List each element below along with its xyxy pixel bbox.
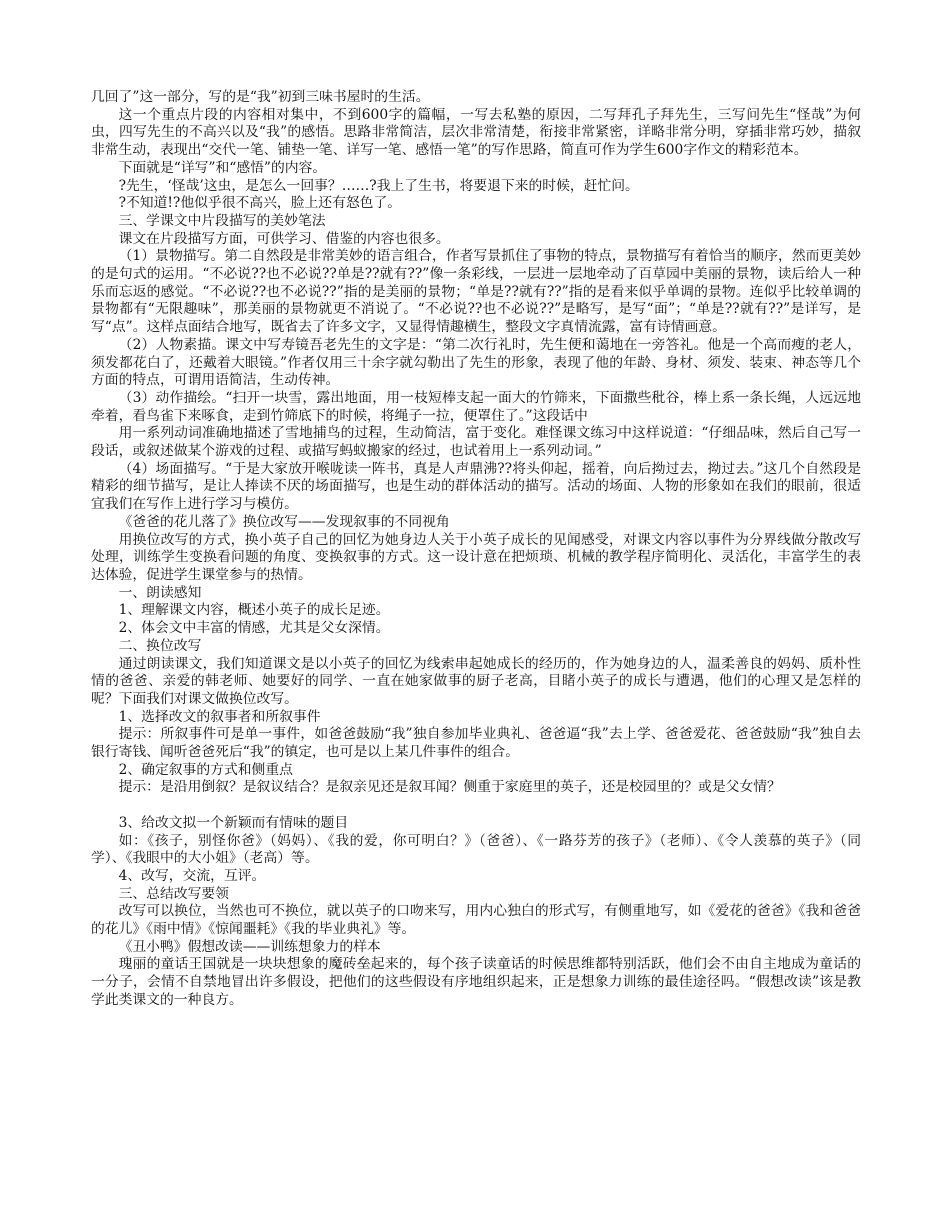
section-heading: 三、总结改写要领 [118, 885, 229, 902]
paragraph: 用换位改写的方式，换小英子自己的回忆为她身边人关于小英子成长的见闻感受，对课文内容以事件为分界线做分散改写处理，训练学生变换看问题的角度、变换叙事的方式。这一设计意在把烦琐、机械的教学程序简明化、灵活化，丰富学生的表达体验，促进学生课堂参与的热情。 [91, 531, 861, 583]
section-heading: 二、换位改写 [118, 637, 202, 654]
paragraph: 改写可以换位，当然也可不换位，就以英子的口吻来写，用内心独白的形式写，有侧重地写，如《爱花的爸爸》《我和爸爸的花儿》《雨中情》《惊闻噩耗》《我的毕业典礼》等。 [91, 903, 861, 938]
section-heading: 三、学课文中片段描写的美妙笔法 [118, 212, 326, 229]
paragraph: 提示：是沿用倒叙？是叙议结合？是叙亲见还是叙耳闻？侧重于家庭里的英子，还是校园里的？或是父女情？ [118, 779, 781, 796]
paragraph: 几回了”这一部分，写的是“我”初到三味书屋时的生活。 [91, 89, 430, 105]
paragraph: 课文在片段描写方面，可供学习、借鉴的内容也很多。 [118, 230, 450, 247]
paragraph: ?不知道!?他似乎很不高兴，脸上还有怒色了。 [118, 195, 402, 212]
paragraph: ?先生，‘怪哉’这虫，是怎么一回事？……?我上了生书，将要退下来的时候，赶忙问。 [118, 177, 639, 194]
list-item: 3、给改文拟一个新颖而有情味的题目 [118, 814, 349, 831]
document-body [91, 89, 861, 1010]
paragraph: （3）动作描绘。“扫开一块雪，露出地面，用一枝短棒支起一面大的竹筛来，下面撒些秕谷，棒上系一条长绳，人远远地牵着，看鸟雀下来啄食，走到竹筛底下的时候，将绳子一拉，便罩住了。”这段话中 [91, 389, 861, 424]
list-item: 2、确定叙事的方式和侧重点 [118, 761, 293, 778]
paragraph: （2）人物素描。课文中写寿镜吾老先生的文字是：“第二次行礼时，先生便和蔼地在一旁答礼。他是一个高而瘦的老人，须发都花白了，还戴着大眼镜。”作者仅用三十余字就勾勒出了先生的形象，表现了他的年龄、身材、须发、装束、神态等几个方面的特点，可谓用语简洁，生动传神。 [91, 336, 861, 389]
section-heading: 一、朗读感知 [118, 584, 202, 601]
list-item: 1、选择改文的叙事者和所叙事件 [118, 708, 321, 725]
paragraph: 通过朗读课文，我们知道课文是以小英子的回忆为线索串起她成长的经历的，作为她身边的人，温柔善良的妈妈、质朴性情的爸爸、亲爱的韩老师、她要好的同学、一直在她家做事的厨子老高，目睹小英子的成长与遭遇，他们的心理又是怎样的呢？下面我们对课文做换位改写。 [91, 655, 861, 707]
section-title: 《爸爸的花儿落了》换位改写——发现叙事的不同视角 [118, 513, 450, 530]
paragraph: 下面就是“详写”和“感悟”的内容。 [118, 159, 327, 176]
section-title: 《丑小鸭》假想改读——训练想象力的样本 [118, 938, 381, 955]
paragraph: 这一个重点片段的内容相对集中，不到600字的篇幅，一写去私塾的原因，二写拜孔子拜先生，三写问先生“怪哉”为何虫，四写先生的不高兴以及“我”的感悟。思路非常简洁，层次非常清楚，衔接非常紧密，详略非常分明，穿插非常巧妙，描叙非常生动，表现出“交代一笔、铺垫一笔、详写一笔、感悟一笔”的写作思路，简直可作为学生600字作文的精彩范本。 [91, 106, 861, 159]
paragraph: 用一系列动词准确地描述了雪地捕鸟的过程，生动简洁，富于变化。难怪课文练习中这样说道：“仔细品味，然后自己写一段话，或叙述做某个游戏的过程、或描写蚂蚁搬家的经过，也试着用上一系列动词。” [91, 425, 861, 460]
list-item: 4、改写，交流，互评。 [118, 867, 266, 884]
list-item: 1、理解课文内容，概述小英子的成长足迹。 [118, 602, 390, 619]
paragraph: 如：《孩子，别怪你爸》（妈妈）、《我的爱，你可明白？》（爸爸）、《一路芬芳的孩子》（老师）、《令人羡慕的英子》（同学）、《我眼中的大小姐》（老高）等。 [91, 832, 861, 867]
paragraph: （1）景物描写。第二自然段是非常美妙的语言组合，作者写景抓住了事物的特点，景物描写有着恰当的顺序，然而更美妙的是句式的运用。“不必说??也不必说??单是??就有??”像一条彩线，一层进一层地牵动了百草园中美丽的景物，读后给人一种乐而忘返的感觉。“不必说??也不必说??”指的是美丽的景物；“单是??就有??”指的是看来似乎单调的景物。连似乎比较单调的景物都有“无限趣味”，那美丽的景物就更不消说了。“不必说??也不必说??”是略写，是写“面”；“单是??就有??”是详写，是写“点”。这样点面结合地写，既省去了许多文字，又显得情趣横生，整段文字真情流露，富有诗情画意。 [91, 248, 861, 336]
paragraph: 提示：所叙事件可是单一事件，如爸爸鼓励“我”独自参加毕业典礼、爸爸逼“我”去上学、爸爸爱花、爸爸鼓励“我”独自去银行寄钱、闻听爸爸死后“我”的镇定，也可是以上某几件事件的组合。 [91, 726, 861, 761]
paragraph: 瑰丽的童话王国就是一块块想象的魔砖垒起来的，每个孩子读童话的时候思维都特别活跃，他们会不由自主地成为童话的一分子，会情不自禁地冒出许多假设，把他们的这些假设有序地组织起来，正是想象力训练的最佳途径吗。“假想改读”该是教学此类课文的一种良方。 [91, 956, 861, 1008]
list-item: 2、体会文中丰富的情感，尤其是父女深情。 [118, 620, 390, 637]
paragraph: （4）场面描写。“于是大家放开喉咙读一阵书，真是人声鼎沸??将头仰起，摇着，向后拗过去，拗过去。”这几个自然段是精彩的细节描写，是让人捧读不厌的场面描写，也是生动的群体活动的描写。活动的场面、人物的形象如在我们的眼前，很适宜我们在写作上进行学习与模仿。 [91, 460, 861, 513]
